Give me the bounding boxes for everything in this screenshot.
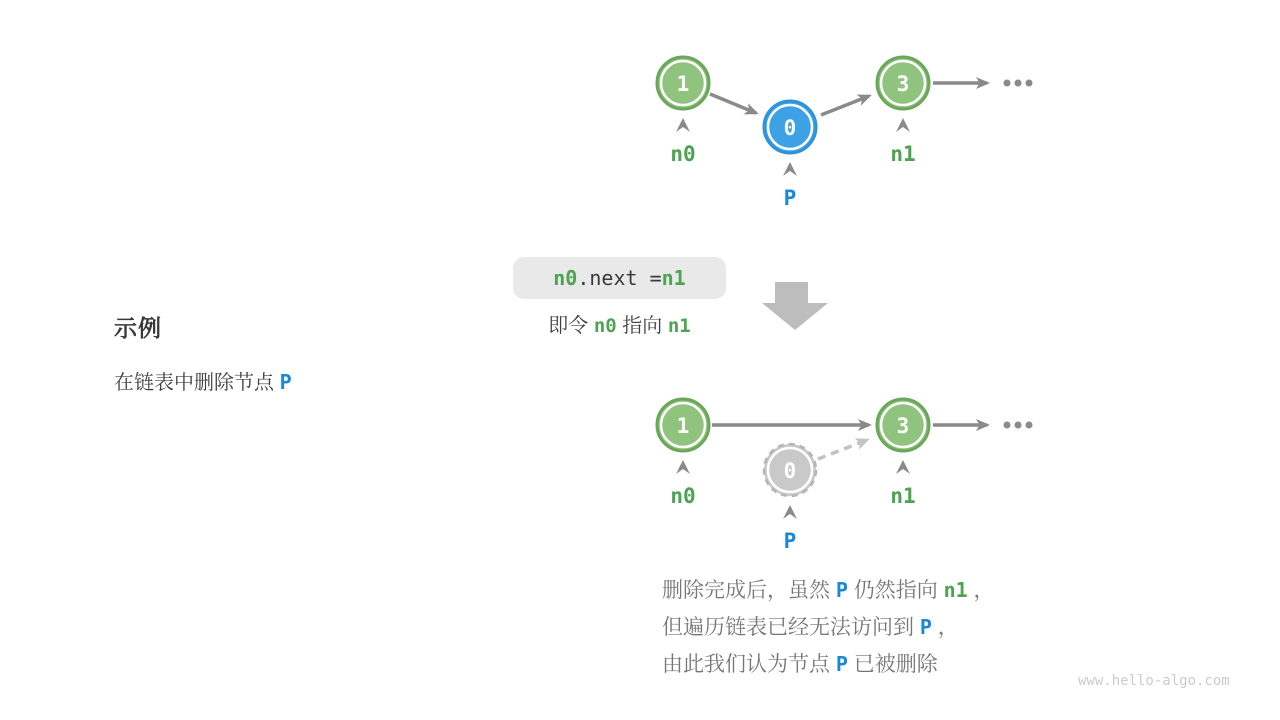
note-text: 删除完成后，虽然 [662,579,836,602]
linked-list-after-diagram [620,390,1060,590]
note-text: 由此我们认为节点 [662,653,836,676]
code-caption [503,309,736,338]
label-p: P [783,529,797,553]
pointer-caret-icon [783,162,797,176]
note-text: 仍然指向 [847,579,944,602]
note-token-p: P [835,652,848,676]
pointer-caret-icon [783,505,797,519]
label-n1: n1 [890,484,916,508]
label-n1: n1 [890,142,916,166]
watermark: www.hello-algo.com [1078,673,1230,689]
node-p-value: 0 [783,116,797,140]
node-1-value: 1 [676,72,690,96]
note-token-n1: n1 [943,578,968,602]
caption-text: 指向 [616,315,668,337]
pointer-caret-icon [896,118,910,132]
code-token-n0: n0 [553,266,578,290]
arrow-deleted-p-to-n1-dashed [818,440,867,459]
example-desc-text: 在链表中删除节点 [114,372,280,394]
label-n0: n0 [670,142,696,166]
example-title: 示例 [114,315,162,341]
node-3 [877,57,929,109]
note-text: 但遍历链表已经无法访问到 [662,616,920,639]
label-n0: n0 [670,484,696,508]
label-p: P [783,186,797,210]
node-1-value: 1 [676,414,690,438]
node-3-value: 3 [896,414,910,438]
note-token-p: P [919,615,932,639]
arrow-n0-to-p [710,94,756,113]
note-text: ， [967,579,995,602]
code-token-n1: n1 [661,266,686,290]
node-3-value: 3 [896,72,910,96]
caption-token-n1: n1 [667,315,691,337]
flow-down-arrow-icon [762,280,832,334]
code-token-mid: .next = [577,266,662,290]
node-1 [657,399,709,451]
note-line-3 [662,646,995,683]
node-p-value: 0 [783,459,797,483]
pointer-caret-icon [676,460,690,474]
node-1 [657,57,709,109]
code-box [513,257,726,299]
pointer-caret-icon [676,118,690,132]
node-p [764,101,816,153]
note-text: ， [931,616,959,639]
note-text: 已被删除 [847,653,938,676]
ellipsis-icon [1004,422,1033,429]
ellipsis-icon [1004,80,1033,87]
pointer-caret-icon [896,460,910,474]
example-desc-token-p: P [279,370,292,394]
linked-list-before-diagram [620,40,1060,240]
deletion-note [662,572,995,683]
caption-token-n0: n0 [593,315,617,337]
caption-text: 即令 [548,315,594,337]
arrow-p-to-n1 [821,96,869,115]
node-p-deleted [764,444,816,496]
note-line-2 [662,609,995,646]
note-line-1 [662,572,995,609]
example-description [114,366,292,395]
note-token-p: P [835,578,848,602]
node-3 [877,399,929,451]
